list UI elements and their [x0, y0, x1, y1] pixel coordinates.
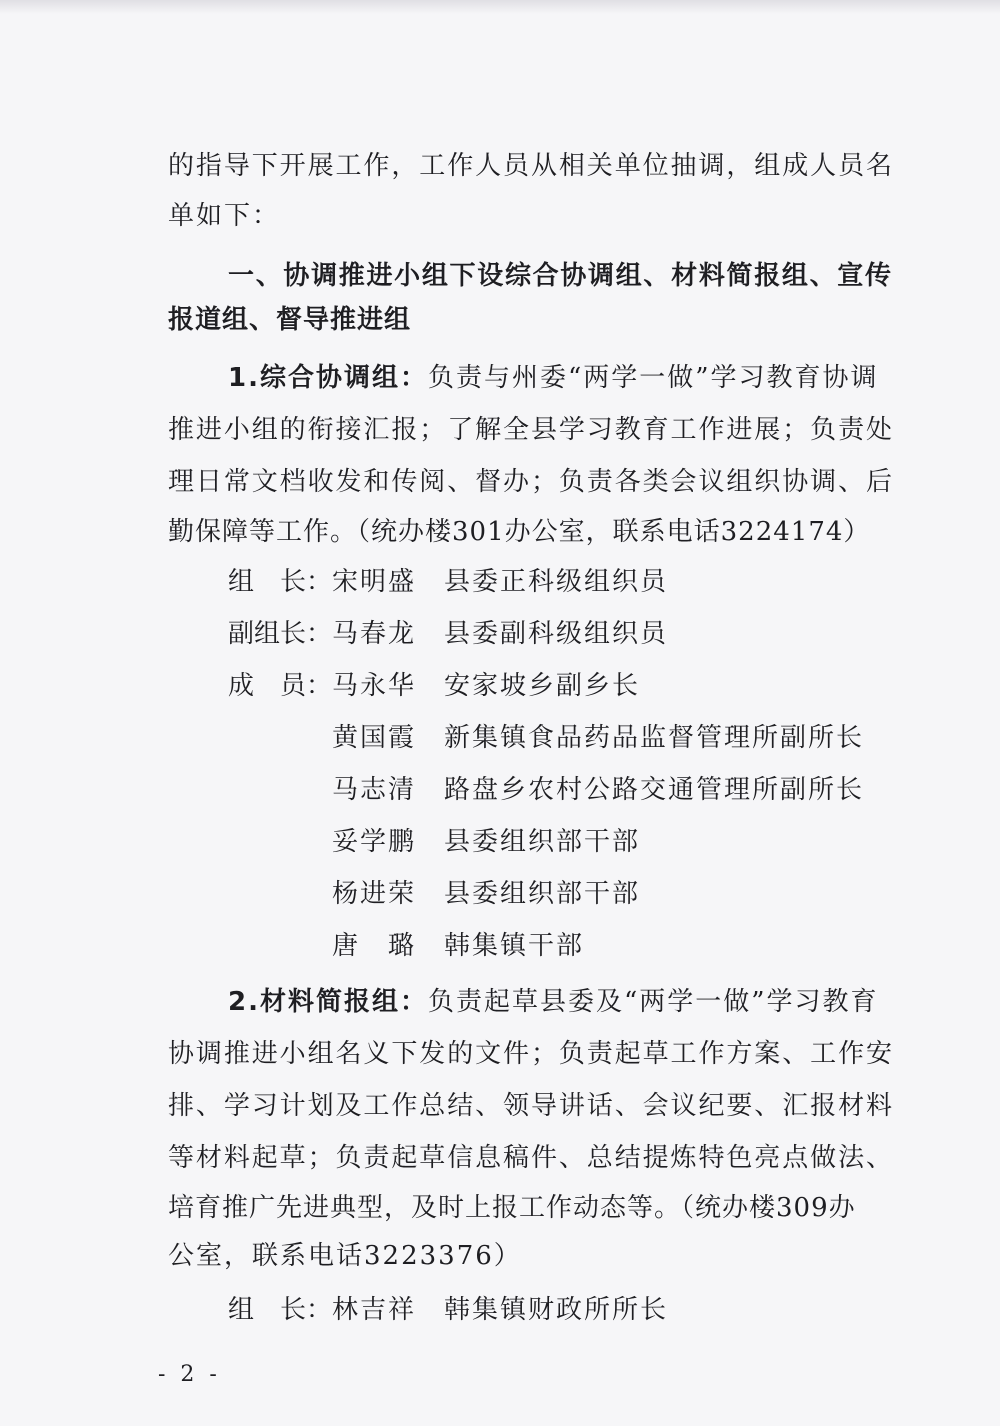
member-row	[228, 822, 640, 862]
group1-line-2: 推进小组的衔接汇报；了解全县学习教育工作进展；负责处	[168, 415, 892, 445]
group2-first-line	[228, 982, 892, 1022]
page-top-edge	[0, 0, 1000, 14]
member-name: 杨进荣	[332, 879, 417, 909]
group2-line-3: 排、学习计划及工作总结、领导讲话、会议纪要、汇报材料	[168, 1091, 892, 1121]
member-row	[228, 770, 864, 810]
member-row	[228, 874, 640, 914]
member-row	[228, 666, 640, 706]
group2-label: 2.材料简报组：	[228, 987, 428, 1017]
member-row	[228, 562, 668, 602]
group1-first-line	[228, 358, 892, 398]
group2-line-5: 培育推广先进典型，及时上报工作动态等。（统办楼309办	[168, 1193, 856, 1223]
member-name: 唐 璐	[332, 931, 417, 961]
member-role: 组 长：	[228, 1295, 333, 1325]
group2-line-6: 公室，联系电话3223376）	[168, 1241, 522, 1271]
member-row	[228, 614, 668, 654]
group2-line-4: 等材料起草；负责起草信息稿件、总结提炼特色亮点做法、	[168, 1143, 892, 1173]
member-row	[228, 718, 864, 758]
member-title: 韩集镇干部	[444, 931, 585, 961]
intro-line-2: 单如下：	[168, 201, 281, 231]
member-role: 成 员：	[228, 671, 333, 701]
member-name: 马志清	[332, 775, 417, 805]
member-name: 妥学鹏	[332, 827, 417, 857]
member-title: 路盘乡农村公路交通管理所副所长	[444, 775, 865, 805]
group1-line-4: 勤保障等工作。（统办楼301办公室，联系电话3224174）	[168, 517, 871, 547]
member-name: 黄国霞	[332, 723, 417, 753]
member-name: 林吉祥	[332, 1295, 417, 1325]
member-role: 副组长：	[228, 619, 333, 649]
member-title: 韩集镇财政所所长	[444, 1295, 669, 1325]
member-role: 组 长：	[228, 567, 333, 597]
page-number: - 2 -	[158, 1362, 221, 1387]
member-title: 县委组织部干部	[444, 827, 641, 857]
group2-line1-text: 负责起草县委及“两学一做”学习教育	[427, 987, 879, 1017]
member-title: 县委组织部干部	[444, 879, 641, 909]
member-row	[228, 926, 584, 966]
group1-label: 1.综合协调组：	[228, 363, 428, 393]
member-row	[228, 1290, 668, 1330]
member-name: 马永华	[332, 671, 417, 701]
member-name: 宋明盛	[332, 567, 417, 597]
member-title: 县委正科级组织员	[444, 567, 669, 597]
section-heading-line-1: 一、协调推进小组下设综合协调组、材料简报组、宣传	[228, 261, 892, 291]
group1-line1-text: 负责与州委“两学一做”学习教育协调	[427, 363, 879, 393]
group2-line-2: 协调推进小组名义下发的文件；负责起草工作方案、工作安	[168, 1039, 892, 1069]
member-title: 安家坡乡副乡长	[444, 671, 641, 701]
section-heading-line-2: 报道组、督导推进组	[168, 305, 412, 335]
group1-line-3: 理日常文档收发和传阅、督办；负责各类会议组织协调、后	[168, 467, 892, 497]
member-title: 新集镇食品药品监督管理所副所长	[444, 723, 865, 753]
member-title: 县委副科级组织员	[444, 619, 669, 649]
intro-line-1: 的指导下开展工作，工作人员从相关单位抽调，组成人员名	[168, 151, 892, 181]
member-name: 马春龙	[332, 619, 417, 649]
